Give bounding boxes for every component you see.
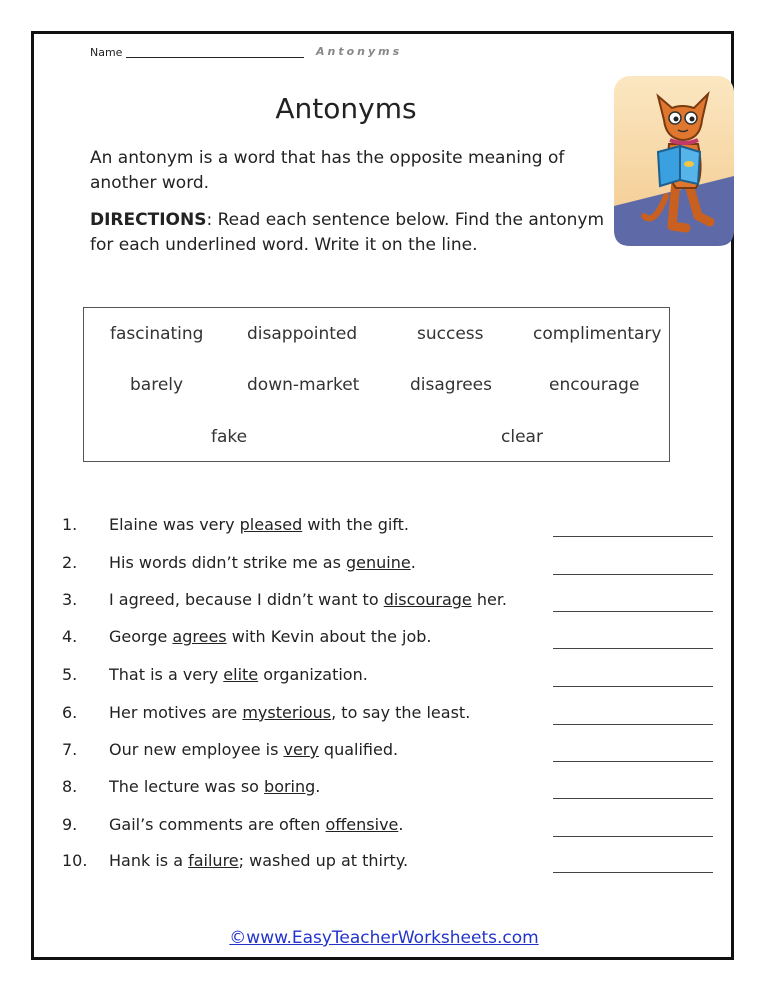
- question-number: 2.: [62, 553, 78, 572]
- answer-line[interactable]: [553, 872, 713, 873]
- name-label: Name: [90, 46, 123, 59]
- word-bank-item: clear: [501, 427, 543, 447]
- underlined-word: agrees: [172, 627, 227, 646]
- underlined-word: genuine: [346, 553, 411, 572]
- word-bank-item: down-market: [247, 375, 360, 395]
- question-text: [109, 777, 320, 796]
- question-number: 7.: [62, 740, 78, 759]
- question-text-before: That is a very: [109, 665, 224, 684]
- question-text-after: .: [398, 815, 404, 834]
- question-text-after: her.: [471, 590, 508, 609]
- footer: [0, 928, 768, 948]
- word-bank-item: disagrees: [410, 375, 492, 395]
- question-text: [109, 627, 432, 646]
- word-bank-item: disappointed: [247, 324, 358, 344]
- intro-text: An antonym is a word that has the opposite meaning of another word.: [90, 148, 565, 193]
- question-text-before: His words didn’t strike me as: [109, 553, 346, 572]
- answer-line[interactable]: [553, 761, 713, 762]
- question-text-before: Elaine was very: [109, 515, 240, 534]
- question-number: 6.: [62, 703, 78, 722]
- name-line[interactable]: [126, 57, 304, 58]
- question-row: [0, 703, 768, 727]
- question-text-after: with Kevin about the job.: [226, 627, 432, 646]
- question-text: [109, 740, 398, 759]
- answer-line[interactable]: [553, 611, 713, 612]
- question-text-after: organization.: [258, 665, 368, 684]
- cat-reading-book-icon: [614, 76, 734, 246]
- question-number: 4.: [62, 627, 78, 646]
- question-row: [0, 665, 768, 689]
- question-text-after: .: [410, 553, 416, 572]
- question-text-before: Hank is a: [109, 851, 189, 870]
- footer-link[interactable]: ©www.EasyTeacherWorksheets.com: [229, 928, 539, 948]
- underlined-word: mysterious: [242, 703, 332, 722]
- answer-line[interactable]: [553, 648, 713, 649]
- question-number: 1.: [62, 515, 78, 534]
- question-row: [0, 590, 768, 614]
- answer-line[interactable]: [553, 574, 713, 575]
- word-bank-item: fake: [211, 427, 248, 447]
- page-title: Antonyms: [275, 92, 417, 125]
- question-number: 9.: [62, 815, 78, 834]
- question-text-before: I agreed, because I didn’t want to: [109, 590, 384, 609]
- word-bank-item: barely: [130, 375, 184, 395]
- question-text-before: Gail’s comments are often: [109, 815, 326, 834]
- question-text-after: qualified.: [318, 740, 399, 759]
- underlined-word: very: [283, 740, 319, 759]
- question-text: [109, 553, 416, 572]
- question-text: [109, 515, 409, 534]
- question-row: [0, 851, 768, 875]
- underlined-word: discourage: [383, 590, 472, 609]
- question-text-after: .: [315, 777, 321, 796]
- question-text-after: with the gift.: [302, 515, 410, 534]
- question-text-after: , to say the least.: [331, 703, 471, 722]
- question-text-after: ; washed up at thirty.: [238, 851, 409, 870]
- question-number: 10.: [62, 851, 88, 870]
- question-row: [0, 740, 768, 764]
- answer-line[interactable]: [553, 724, 713, 725]
- word-bank-item: fascinating: [110, 324, 204, 344]
- question-text: [109, 590, 507, 609]
- answer-line[interactable]: [553, 536, 713, 537]
- directions-label: DIRECTIONS: [90, 210, 207, 230]
- question-number: 5.: [62, 665, 78, 684]
- question-number: 8.: [62, 777, 78, 796]
- question-row: [0, 815, 768, 839]
- question-row: [0, 777, 768, 801]
- answer-line[interactable]: [553, 798, 713, 799]
- name-field: [90, 46, 304, 59]
- underlined-word: failure: [188, 851, 239, 870]
- underlined-word: elite: [223, 665, 259, 684]
- underlined-word: pleased: [239, 515, 303, 534]
- underlined-word: offensive: [325, 815, 399, 834]
- directions-body: : Read each sentence below. Find the antonym for each underlined word. Write it on the line.: [90, 210, 605, 255]
- question-row: [0, 627, 768, 651]
- question-text: [109, 703, 470, 722]
- question-row: [0, 553, 768, 577]
- answer-line[interactable]: [553, 836, 713, 837]
- underlined-word: boring: [264, 777, 316, 796]
- directions-text: [90, 208, 610, 258]
- word-bank-item: success: [417, 324, 484, 344]
- question-text: [109, 665, 368, 684]
- word-bank-item: encourage: [549, 375, 640, 395]
- question-text-before: George: [109, 627, 173, 646]
- question-text: [109, 851, 408, 870]
- header-tag: Antonyms: [316, 45, 403, 58]
- question-text-before: The lecture was so: [109, 777, 265, 796]
- question-text-before: Our new employee is: [109, 740, 284, 759]
- question-text: [109, 815, 403, 834]
- word-bank-item: complimentary: [533, 324, 662, 344]
- question-text-before: Her motives are: [109, 703, 243, 722]
- question-number: 3.: [62, 590, 78, 609]
- question-row: [0, 515, 768, 539]
- answer-line[interactable]: [553, 686, 713, 687]
- word-bank: [83, 307, 670, 462]
